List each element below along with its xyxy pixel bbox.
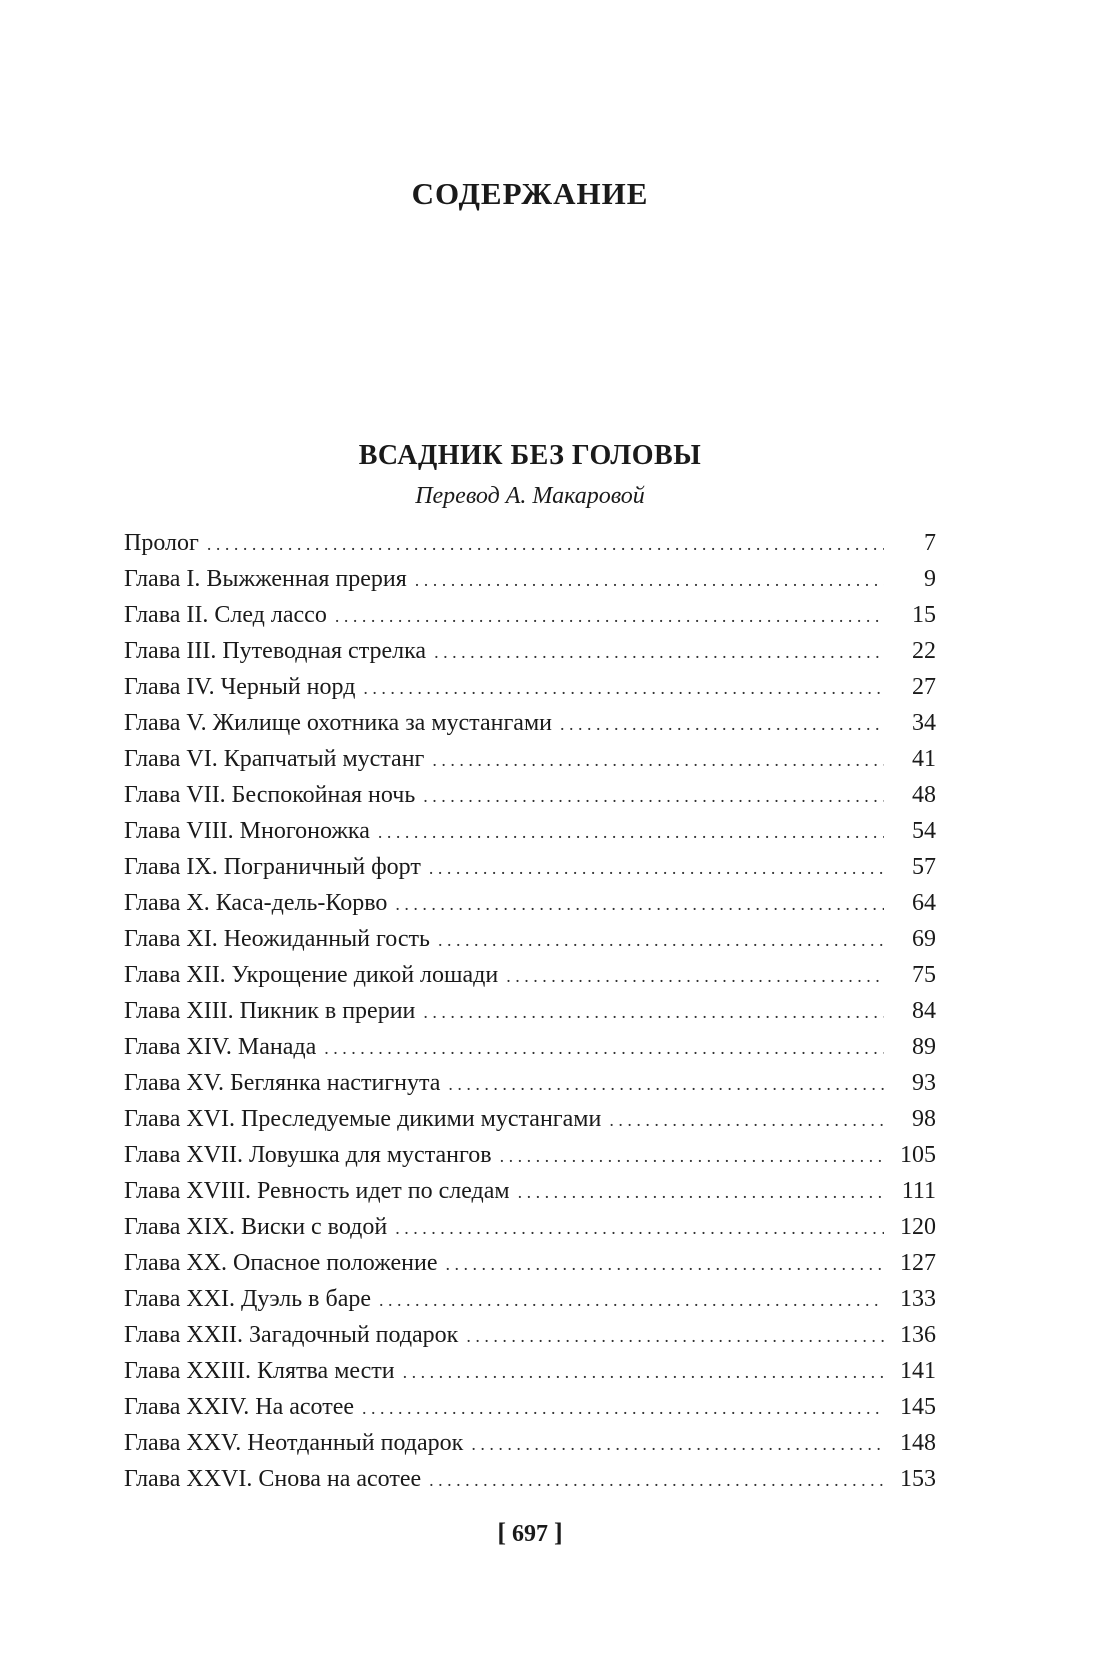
- toc-entry: [124, 1173, 936, 1209]
- toc-entry-page: 120: [900, 1214, 936, 1240]
- toc-entry-label: Глава XVII. Ловушка для мустангов: [124, 1142, 492, 1168]
- toc-entry: [124, 1425, 936, 1461]
- toc-dot-leader: [429, 850, 884, 886]
- page-title: СОДЕРЖАНИЕ: [411, 176, 649, 211]
- toc-entry-page: 148: [900, 1430, 936, 1456]
- toc-entry: [124, 1281, 936, 1317]
- book-title: ВСАДНИК БЕЗ ГОЛОВЫ: [358, 440, 702, 471]
- toc-entry-label: Глава IV. Черный норд: [124, 674, 356, 700]
- toc-dot-leader: [445, 1246, 884, 1282]
- toc-entry-page: 111: [901, 1178, 936, 1204]
- toc-entry-page: 69: [912, 926, 936, 952]
- toc-entry-page: 48: [912, 782, 936, 808]
- toc-dot-leader: [403, 1354, 884, 1390]
- toc-dot-leader: [363, 670, 884, 706]
- toc-entry-label: Глава XII. Укрощение дикой лошади: [124, 962, 499, 988]
- toc-dot-leader: [378, 814, 884, 850]
- toc-dot-leader: [609, 1102, 884, 1138]
- toc-dot-leader: [324, 1030, 884, 1066]
- toc-entry-page: 27: [912, 674, 936, 700]
- toc-entry: [124, 921, 936, 957]
- toc-entry-label: Глава XXII. Загадочный подарок: [124, 1322, 459, 1348]
- toc-entry-label: Глава XIX. Виски с водой: [124, 1214, 388, 1240]
- toc-entry-label: Глава XVI. Преследуемые дикими мустангами: [124, 1106, 602, 1132]
- toc-entry-label: Глава VII. Беспокойная ночь: [124, 782, 416, 808]
- toc-entry-page: 15: [912, 602, 936, 628]
- toc-entry: [124, 741, 936, 777]
- toc-entry-label: Глава VIII. Многоножка: [124, 818, 370, 844]
- toc-entry-label: Глава V. Жилище охотника за мустангами: [124, 710, 552, 736]
- toc-entry-page: 93: [912, 1070, 936, 1096]
- toc-dot-leader: [423, 994, 884, 1030]
- toc-entry: [124, 705, 936, 741]
- toc-entry: [124, 957, 936, 993]
- toc-entry: [124, 525, 936, 561]
- toc-entry: [124, 1353, 936, 1389]
- toc-entry: [124, 561, 936, 597]
- toc-dot-leader: [362, 1390, 884, 1426]
- toc-entry: [124, 777, 936, 813]
- toc-entry-page: 127: [900, 1250, 936, 1276]
- page-number: [0, 1518, 1060, 1548]
- toc-entry-page: 105: [900, 1142, 936, 1168]
- toc-dot-leader: [471, 1426, 884, 1462]
- toc-entry-page: 41: [912, 746, 936, 772]
- toc-entry-label: Глава XV. Беглянка настигнута: [124, 1070, 441, 1096]
- toc-entry-page: 89: [912, 1034, 936, 1060]
- toc-entry: [124, 849, 936, 885]
- toc-dot-leader: [434, 634, 884, 670]
- toc-dot-leader: [379, 1282, 884, 1318]
- toc-entry-label: Глава X. Каса-дель-Корво: [124, 890, 388, 916]
- toc-dot-leader: [466, 1318, 884, 1354]
- table-of-contents: [124, 525, 936, 1497]
- toc-entry: [124, 1461, 936, 1497]
- toc-entry-label: Глава XXI. Дуэль в баре: [124, 1286, 372, 1312]
- toc-entry-label: Глава XXVI. Снова на асотее: [124, 1466, 422, 1492]
- toc-entry-label: Глава XXIII. Клятва мести: [124, 1358, 395, 1384]
- page-number-value: 697: [512, 1521, 548, 1547]
- toc-entry-page: 141: [900, 1358, 936, 1384]
- toc-entry: [124, 633, 936, 669]
- toc-entry-page: 57: [912, 854, 936, 880]
- toc-entry-page: 34: [912, 710, 936, 736]
- toc-dot-leader: [415, 562, 884, 598]
- toc-entry: [124, 1029, 936, 1065]
- toc-entry: [124, 1317, 936, 1353]
- left-bracket: [: [497, 1518, 506, 1547]
- toc-entry-page: 84: [912, 998, 936, 1024]
- toc-dot-leader: [438, 922, 884, 958]
- toc-entry-page: 22: [912, 638, 936, 664]
- toc-entry-page: 9: [924, 566, 936, 592]
- toc-entry-label: Пролог: [124, 530, 199, 556]
- toc-entry-page: 7: [924, 530, 936, 556]
- toc-entry-label: Глава VI. Крапчатый мустанг: [124, 746, 425, 772]
- toc-dot-leader: [335, 598, 884, 634]
- toc-entry-label: Глава XXV. Неотданный подарок: [124, 1430, 464, 1456]
- toc-entry-label: Глава XI. Неожиданный гость: [124, 926, 430, 952]
- toc-entry-page: 54: [912, 818, 936, 844]
- toc-entry-label: Глава XVIII. Ревность идет по следам: [124, 1178, 510, 1204]
- toc-dot-leader: [429, 1462, 884, 1498]
- toc-entry: [124, 1389, 936, 1425]
- toc-entry: [124, 1137, 936, 1173]
- toc-entry: [124, 1245, 936, 1281]
- toc-entry-label: Глава II. След лассо: [124, 602, 327, 628]
- toc-dot-leader: [518, 1174, 884, 1210]
- toc-dot-leader: [506, 958, 884, 994]
- toc-dot-leader: [423, 778, 884, 814]
- toc-entry-label: Глава III. Путеводная стрелка: [124, 638, 427, 664]
- toc-entry-page: 75: [912, 962, 936, 988]
- toc-entry-page: 133: [900, 1286, 936, 1312]
- toc-dot-leader: [432, 742, 884, 778]
- toc-entry-page: 153: [900, 1466, 936, 1492]
- toc-entry: [124, 993, 936, 1029]
- toc-entry: [124, 885, 936, 921]
- toc-entry: [124, 813, 936, 849]
- toc-entry-page: 98: [912, 1106, 936, 1132]
- toc-entry-page: 136: [900, 1322, 936, 1348]
- toc-entry: [124, 597, 936, 633]
- toc-entry: [124, 1209, 936, 1245]
- toc-dot-leader: [395, 1210, 884, 1246]
- toc-entry-label: Глава XIV. Манада: [124, 1034, 317, 1060]
- toc-entry: [124, 669, 936, 705]
- toc-entry-label: Глава I. Выжженная прерия: [124, 566, 407, 592]
- toc-dot-leader: [500, 1138, 884, 1174]
- toc-entry-page: 145: [900, 1394, 936, 1420]
- toc-entry: [124, 1101, 936, 1137]
- right-bracket: ]: [554, 1518, 563, 1547]
- toc-dot-leader: [207, 526, 884, 562]
- toc-entry-label: Глава IX. Пограничный форт: [124, 854, 421, 880]
- toc-dot-leader: [560, 706, 884, 742]
- toc-dot-leader: [395, 886, 884, 922]
- toc-entry-label: Глава XIII. Пикник в прерии: [124, 998, 416, 1024]
- toc-entry-label: Глава XXIV. На асотее: [124, 1394, 355, 1420]
- toc-entry-label: Глава XX. Опасное положение: [124, 1250, 438, 1276]
- toc-dot-leader: [448, 1066, 884, 1102]
- toc-entry: [124, 1065, 936, 1101]
- translator-credit: Перевод А. Макаровой: [415, 483, 645, 509]
- toc-entry-page: 64: [912, 890, 936, 916]
